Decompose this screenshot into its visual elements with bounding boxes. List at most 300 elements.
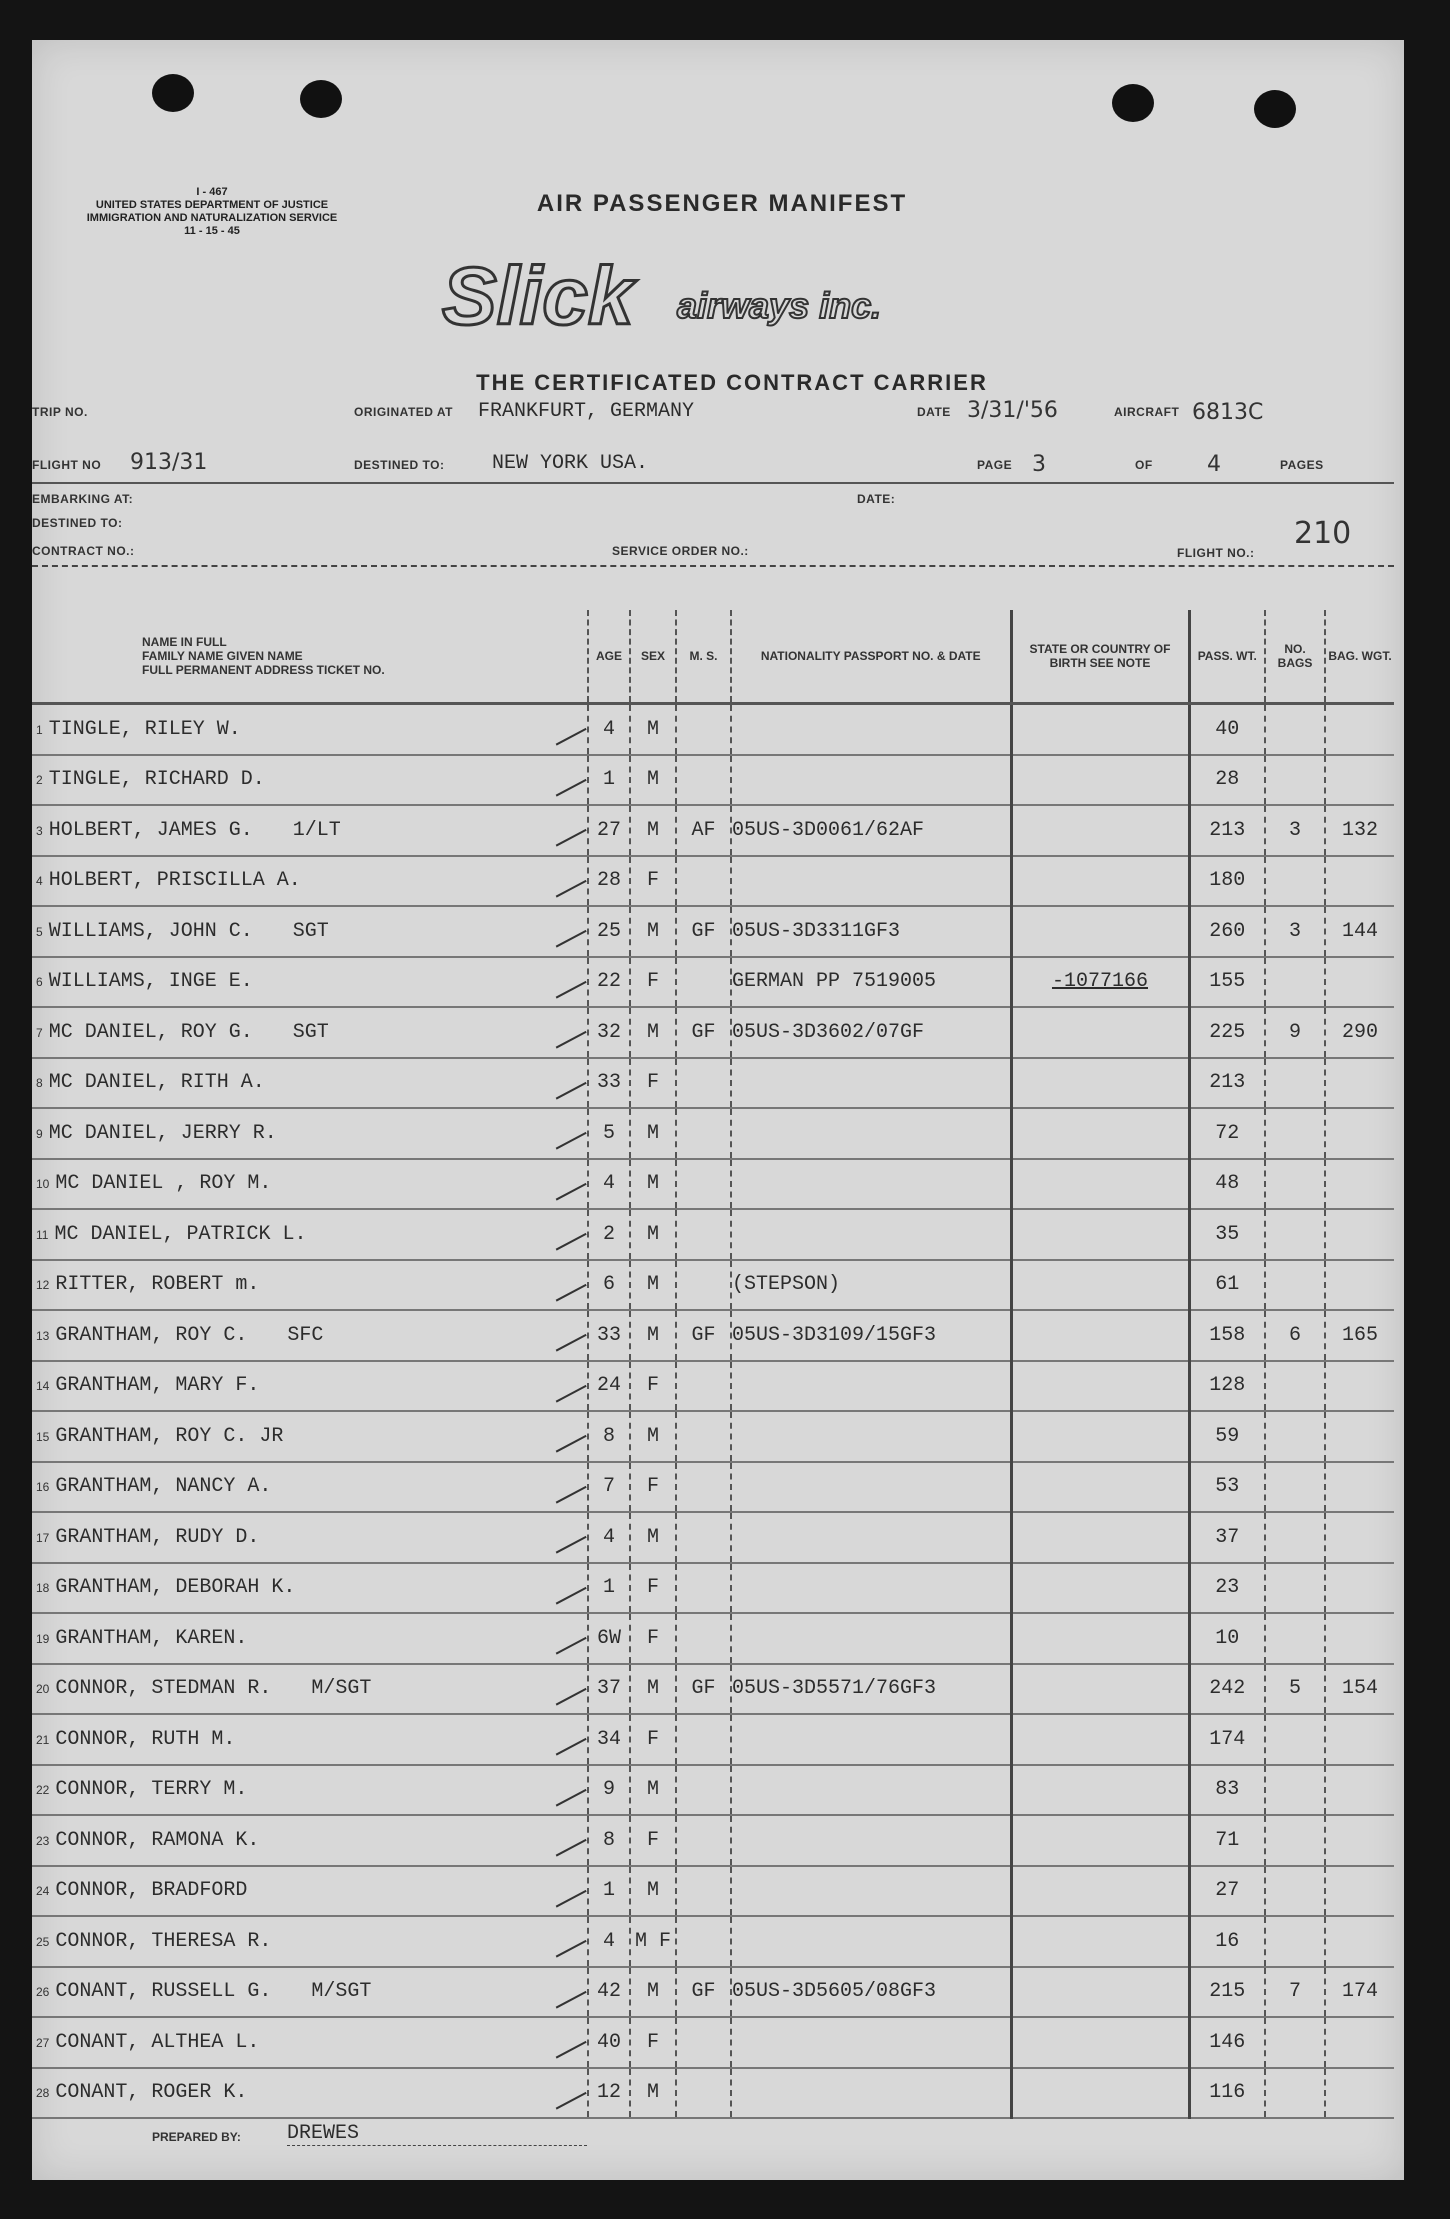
table-row <box>32 1058 1394 1109</box>
table-row <box>32 1462 1394 1513</box>
check-mark-icon <box>545 860 586 897</box>
table-row <box>32 1512 1394 1563</box>
row-number: 20 <box>36 1682 50 1697</box>
check-mark-icon <box>545 1011 586 1048</box>
ms-cell <box>676 805 731 856</box>
sex-cell <box>630 2068 676 2119</box>
check-mark-icon <box>545 1365 586 1402</box>
pass-wt-cell <box>1189 856 1265 907</box>
passport-cell <box>731 704 1011 755</box>
table-row <box>32 1765 1394 1816</box>
pass-wt-cell <box>1189 1563 1265 1614</box>
destined-value: NEW YORK USA. <box>492 452 649 475</box>
age-value: 28 <box>596 869 621 893</box>
bag-wgt-cell <box>1325 2017 1394 2068</box>
sex-cell <box>630 957 676 1008</box>
pass-wt-cell <box>1189 1462 1265 1513</box>
sex-value: F <box>646 2030 659 2054</box>
row-number: 15 <box>36 1429 50 1444</box>
pass-wt-value: 23 <box>1215 1576 1240 1600</box>
sex-value: M <box>646 1980 659 2004</box>
check-mark-icon <box>545 1920 586 1957</box>
age-cell <box>588 1512 630 1563</box>
check-mark-icon <box>545 1415 586 1452</box>
col-age: AGE <box>588 610 630 704</box>
sex-value: F <box>646 869 659 893</box>
row-number: 17 <box>36 1530 50 1545</box>
state-cell <box>1011 704 1189 755</box>
table-row <box>32 704 1394 755</box>
pass-wt-cell <box>1189 1260 1265 1311</box>
ms-value: GF <box>691 1980 716 2004</box>
passenger-name: GRANTHAM, KAREN. <box>55 1626 248 1650</box>
bag-wgt-cell <box>1325 1714 1394 1765</box>
passport-cell <box>731 1462 1011 1513</box>
sex-value: M <box>646 1677 659 1701</box>
table-row <box>32 1361 1394 1412</box>
passenger-name: HOLBERT, JAMES G. <box>48 818 253 842</box>
age-cell <box>588 1765 630 1816</box>
state-cell <box>1011 1007 1189 1058</box>
ms-cell <box>676 1108 731 1159</box>
bag-wgt-value: 174 <box>1341 1980 1378 2004</box>
passport-value: 05US-3D3311GF3 <box>732 919 901 943</box>
ms-cell <box>676 1512 731 1563</box>
bag-wgt-value: 165 <box>1341 1323 1378 1347</box>
passenger-name-cell <box>32 1563 588 1614</box>
row-number: 16 <box>36 1480 50 1495</box>
age-value: 37 <box>596 1677 621 1701</box>
pass-wt-value: 213 <box>1209 1071 1246 1095</box>
passport-cell <box>731 1613 1011 1664</box>
state-cell <box>1011 1664 1189 1715</box>
punch-hole <box>300 80 342 118</box>
passport-cell <box>731 1664 1011 1715</box>
state-value: -1077166 <box>1051 970 1148 994</box>
passport-value: GERMAN PP 7519005 <box>732 970 937 994</box>
sex-cell <box>630 1714 676 1765</box>
passport-cell <box>731 805 1011 856</box>
pass-wt-value: 83 <box>1215 1778 1240 1802</box>
pass-wt-cell <box>1189 1310 1265 1361</box>
bag-wgt-cell <box>1325 1007 1394 1058</box>
bags-cell <box>1265 2068 1325 2119</box>
table-header <box>32 610 1394 704</box>
of-label: OF <box>1135 458 1153 472</box>
passenger-name-cell <box>32 805 588 856</box>
pass-wt-value: 35 <box>1215 1222 1240 1246</box>
state-cell <box>1011 1512 1189 1563</box>
age-value: 25 <box>596 919 621 943</box>
passenger-name: MC DANIEL , ROY M. <box>55 1172 272 1196</box>
pass-wt-value: 215 <box>1209 1980 1246 2004</box>
age-cell <box>588 1613 630 1664</box>
ms-value: GF <box>691 1323 716 1347</box>
state-cell <box>1011 1462 1189 1513</box>
sex-value: M <box>646 768 659 792</box>
bags-cell <box>1265 1007 1325 1058</box>
bags-cell <box>1265 1765 1325 1816</box>
passenger-name-cell <box>32 1613 588 1664</box>
logo-big-text: Slick <box>442 258 634 338</box>
ms-cell <box>676 1310 731 1361</box>
state-cell <box>1011 2068 1189 2119</box>
passport-cell <box>731 1512 1011 1563</box>
flight-no2-value: 210 <box>1294 516 1352 551</box>
age-value: 4 <box>602 1929 615 1953</box>
age-cell <box>588 1411 630 1462</box>
agency-line: IMMIGRATION AND NATURALIZATION SERVICE <box>86 212 338 224</box>
pass-wt-value: 174 <box>1209 1727 1246 1751</box>
passport-cell <box>731 755 1011 806</box>
passenger-name: TINGLE, RICHARD D. <box>48 768 265 792</box>
age-value: 34 <box>596 1727 621 1751</box>
ms-cell <box>676 1563 731 1614</box>
state-cell <box>1011 906 1189 957</box>
row-number: 1 <box>36 722 43 737</box>
passenger-name-cell <box>32 1815 588 1866</box>
row-number: 8 <box>36 1076 43 1091</box>
table-row <box>32 1714 1394 1765</box>
form-number: I - 467 <box>196 186 228 198</box>
manifest-document <box>32 40 1404 2180</box>
header-rule <box>32 565 1394 567</box>
bag-wgt-cell <box>1325 906 1394 957</box>
pass-wt-value: 180 <box>1209 869 1246 893</box>
pass-wt-cell <box>1189 1916 1265 1967</box>
age-value: 24 <box>596 1374 621 1398</box>
passport-cell <box>731 1260 1011 1311</box>
check-mark-icon <box>545 1466 586 1503</box>
passenger-name-cell <box>32 1108 588 1159</box>
passenger-name-cell <box>32 2017 588 2068</box>
age-value: 8 <box>602 1424 615 1448</box>
pass-wt-cell <box>1189 1361 1265 1412</box>
bags-cell <box>1265 1714 1325 1765</box>
table-row <box>32 856 1394 907</box>
passenger-name: WILLIAMS, INGE E. <box>48 970 253 994</box>
pass-wt-value: 128 <box>1209 1374 1246 1398</box>
table-row <box>32 957 1394 1008</box>
age-value: 33 <box>596 1071 621 1095</box>
age-cell <box>588 1361 630 1412</box>
bag-wgt-cell <box>1325 1664 1394 1715</box>
age-cell <box>588 2017 630 2068</box>
passport-cell <box>731 1765 1011 1816</box>
bags-cell <box>1265 1361 1325 1412</box>
passport-cell <box>731 1058 1011 1109</box>
sex-cell <box>630 1310 676 1361</box>
sex-cell <box>630 1563 676 1614</box>
passenger-name-cell <box>32 1866 588 1917</box>
passenger-name-cell <box>32 755 588 806</box>
sex-cell <box>630 1361 676 1412</box>
row-number: 18 <box>36 1581 50 1596</box>
pass-wt-value: 146 <box>1209 2030 1246 2054</box>
bag-wgt-cell <box>1325 1512 1394 1563</box>
flight-no-value: 913/31 <box>130 450 208 475</box>
check-mark-icon <box>545 1112 586 1149</box>
ms-cell <box>676 1714 731 1765</box>
bags-cell <box>1265 957 1325 1008</box>
sex-value: M <box>646 2081 659 2105</box>
bag-wgt-value: 154 <box>1341 1677 1378 1701</box>
col-sex: SEX <box>630 610 676 704</box>
sex-cell <box>630 906 676 957</box>
table-row <box>32 1916 1394 1967</box>
row-number: 19 <box>36 1631 50 1646</box>
bag-wgt-cell <box>1325 2068 1394 2119</box>
bags-cell <box>1265 1866 1325 1917</box>
age-value: 1 <box>602 1576 615 1600</box>
ms-cell <box>676 1613 731 1664</box>
check-mark-icon <box>545 1314 586 1351</box>
check-mark-icon <box>545 1567 586 1604</box>
age-value: 40 <box>596 2030 621 2054</box>
passenger-name: CONANT, ROGER K. <box>55 2081 248 2105</box>
row-number: 12 <box>36 1278 50 1293</box>
bag-wgt-cell <box>1325 957 1394 1008</box>
ms-cell <box>676 1260 731 1311</box>
row-number: 6 <box>36 975 43 990</box>
col-no-bags: NO. BAGS <box>1265 610 1325 704</box>
aircraft-value: 6813C <box>1192 400 1264 425</box>
pass-wt-value: 260 <box>1209 919 1246 943</box>
passport-cell <box>731 1563 1011 1614</box>
row-number: 23 <box>36 1833 50 1848</box>
passenger-name: GRANTHAM, DEBORAH K. <box>55 1576 296 1600</box>
age-value: 1 <box>602 768 615 792</box>
table-row <box>32 1866 1394 1917</box>
pass-wt-cell <box>1189 1512 1265 1563</box>
sex-value: F <box>646 1576 659 1600</box>
sex-cell <box>630 1108 676 1159</box>
age-cell <box>588 1714 630 1765</box>
state-cell <box>1011 957 1189 1008</box>
bags-cell <box>1265 1108 1325 1159</box>
passenger-name-cell <box>32 1209 588 1260</box>
col-pass-wt: PASS. WT. <box>1189 610 1265 704</box>
sex-cell <box>630 1159 676 1210</box>
passenger-rank: SFC <box>287 1323 324 1347</box>
sex-value: M <box>646 1525 659 1549</box>
pass-wt-value: 53 <box>1215 1475 1240 1499</box>
row-number: 10 <box>36 1177 50 1192</box>
bag-wgt-cell <box>1325 1108 1394 1159</box>
passenger-rank: SGT <box>292 919 329 943</box>
passport-value: 05US-3D3109/15GF3 <box>732 1323 937 1347</box>
sex-cell <box>630 755 676 806</box>
passenger-name-cell <box>32 1361 588 1412</box>
age-value: 27 <box>596 818 621 842</box>
passenger-name-cell <box>32 906 588 957</box>
passenger-name: RITTER, ROBERT m. <box>55 1273 260 1297</box>
bag-wgt-cell <box>1325 1260 1394 1311</box>
age-cell <box>588 906 630 957</box>
ms-cell <box>676 2017 731 2068</box>
pass-wt-cell <box>1189 906 1265 957</box>
ms-value: GF <box>691 919 716 943</box>
bag-wgt-cell <box>1325 805 1394 856</box>
sex-cell <box>630 1007 676 1058</box>
passport-cell <box>731 2017 1011 2068</box>
sex-value: F <box>646 1374 659 1398</box>
row-number: 26 <box>36 1985 50 2000</box>
pass-wt-value: 72 <box>1215 1121 1240 1145</box>
sex-value: F <box>646 1727 659 1751</box>
passenger-name: MC DANIEL, PATRICK L. <box>54 1222 307 1246</box>
table-row <box>32 1411 1394 1462</box>
bags-cell <box>1265 2017 1325 2068</box>
ms-cell <box>676 906 731 957</box>
sex-cell <box>630 1613 676 1664</box>
bags-value: 5 <box>1288 1677 1301 1701</box>
state-cell <box>1011 755 1189 806</box>
pass-wt-cell <box>1189 755 1265 806</box>
bags-cell <box>1265 704 1325 755</box>
pass-wt-value: 213 <box>1209 818 1246 842</box>
age-cell <box>588 755 630 806</box>
sex-cell <box>630 1967 676 2018</box>
bags-cell <box>1265 1512 1325 1563</box>
passenger-rank: 1/LT <box>292 818 341 842</box>
passenger-name-cell <box>32 2068 588 2119</box>
bag-wgt-cell <box>1325 1159 1394 1210</box>
passenger-table <box>32 610 1394 2119</box>
sex-value: M <box>646 1778 659 1802</box>
col-bag-wgt: BAG. WGT. <box>1325 610 1394 704</box>
passport-value: 05US-3D3602/07GF <box>732 1020 925 1044</box>
check-mark-icon <box>545 910 586 947</box>
pass-wt-value: 27 <box>1215 1879 1240 1903</box>
agency-block <box>32 186 392 238</box>
sex-value: M <box>646 1273 659 1297</box>
ms-cell <box>676 957 731 1008</box>
age-cell <box>588 1462 630 1513</box>
passenger-name: CONANT, ALTHEA L. <box>55 2030 260 2054</box>
service-order-label: SERVICE ORDER NO.: <box>612 544 749 558</box>
sex-cell <box>630 1260 676 1311</box>
sex-cell <box>630 704 676 755</box>
state-cell <box>1011 1209 1189 1260</box>
passenger-name-cell <box>32 1260 588 1311</box>
age-value: 12 <box>596 2081 621 2105</box>
of-value: 4 <box>1207 452 1221 477</box>
passenger-name: GRANTHAM, MARY F. <box>55 1374 260 1398</box>
pages-label: PAGES <box>1280 458 1324 472</box>
slick-airways-logo <box>432 258 1032 338</box>
passport-cell <box>731 1411 1011 1462</box>
check-mark-icon <box>545 1163 586 1200</box>
passenger-name: MC DANIEL, JERRY R. <box>48 1121 277 1145</box>
bags-cell <box>1265 1462 1325 1513</box>
sex-value: M <box>646 818 659 842</box>
pass-wt-cell <box>1189 957 1265 1008</box>
col-name: NAME IN FULL FAMILY NAME GIVEN NAME FULL PERMANENT ADDRESS TICKET NO. <box>32 610 588 704</box>
age-cell <box>588 1058 630 1109</box>
pass-wt-value: 16 <box>1215 1929 1240 1953</box>
ms-cell <box>676 856 731 907</box>
ms-cell <box>676 1916 731 1967</box>
ms-cell <box>676 1462 731 1513</box>
pass-wt-value: 28 <box>1215 768 1240 792</box>
passenger-name-cell <box>32 1765 588 1816</box>
age-cell <box>588 1260 630 1311</box>
sex-value: M F <box>634 1929 671 1953</box>
bag-wgt-cell <box>1325 755 1394 806</box>
embarking-label: EMBARKING AT: <box>32 492 134 506</box>
row-number: 4 <box>36 874 43 889</box>
age-cell <box>588 1310 630 1361</box>
passenger-name: CONNOR, THERESA R. <box>55 1929 272 1953</box>
pass-wt-cell <box>1189 1209 1265 1260</box>
state-cell <box>1011 1967 1189 2018</box>
bags-cell <box>1265 1563 1325 1614</box>
age-value: 1 <box>602 1879 615 1903</box>
row-number: 9 <box>36 1126 43 1141</box>
age-cell <box>588 1916 630 1967</box>
bags-value: 3 <box>1288 818 1301 842</box>
sex-value: M <box>646 919 659 943</box>
age-value: 9 <box>602 1778 615 1802</box>
date2-label: DATE: <box>857 492 896 506</box>
sex-cell <box>630 1209 676 1260</box>
age-value: 4 <box>602 1172 615 1196</box>
pass-wt-cell <box>1189 805 1265 856</box>
check-mark-icon <box>545 1668 586 1705</box>
bag-wgt-value: 144 <box>1341 919 1378 943</box>
state-cell <box>1011 1866 1189 1917</box>
pass-wt-cell <box>1189 1411 1265 1462</box>
ms-cell <box>676 755 731 806</box>
check-mark-icon <box>545 961 586 998</box>
pass-wt-cell <box>1189 1815 1265 1866</box>
sex-value: M <box>646 1020 659 1044</box>
pass-wt-cell <box>1189 1058 1265 1109</box>
ms-cell <box>676 704 731 755</box>
punch-hole <box>152 74 194 112</box>
check-mark-icon <box>545 1264 586 1301</box>
age-value: 32 <box>596 1020 621 1044</box>
passenger-name-cell <box>32 856 588 907</box>
bag-wgt-cell <box>1325 1209 1394 1260</box>
header-rule <box>32 482 1394 484</box>
destined-label: DESTINED TO: <box>354 458 445 472</box>
sex-value: M <box>646 1172 659 1196</box>
document-title: AIR PASSENGER MANIFEST <box>536 190 908 217</box>
pass-wt-cell <box>1189 1714 1265 1765</box>
sex-value: F <box>646 970 659 994</box>
state-cell <box>1011 1361 1189 1412</box>
bag-wgt-cell <box>1325 1411 1394 1462</box>
age-value: 2 <box>602 1222 615 1246</box>
passenger-name: WILLIAMS, JOHN C. <box>48 919 253 943</box>
pass-wt-value: 158 <box>1209 1323 1246 1347</box>
age-cell <box>588 805 630 856</box>
row-number: 14 <box>36 1379 50 1394</box>
passenger-name-cell <box>32 1462 588 1513</box>
ms-cell <box>676 1007 731 1058</box>
punch-hole <box>1254 90 1296 128</box>
bags-value: 9 <box>1288 1020 1301 1044</box>
pass-wt-value: 242 <box>1209 1677 1246 1701</box>
state-cell <box>1011 1563 1189 1614</box>
table-row <box>32 1664 1394 1715</box>
pass-wt-cell <box>1189 1664 1265 1715</box>
passport-cell <box>731 1967 1011 2018</box>
row-number: 13 <box>36 1328 50 1343</box>
passenger-name-cell <box>32 1967 588 2018</box>
